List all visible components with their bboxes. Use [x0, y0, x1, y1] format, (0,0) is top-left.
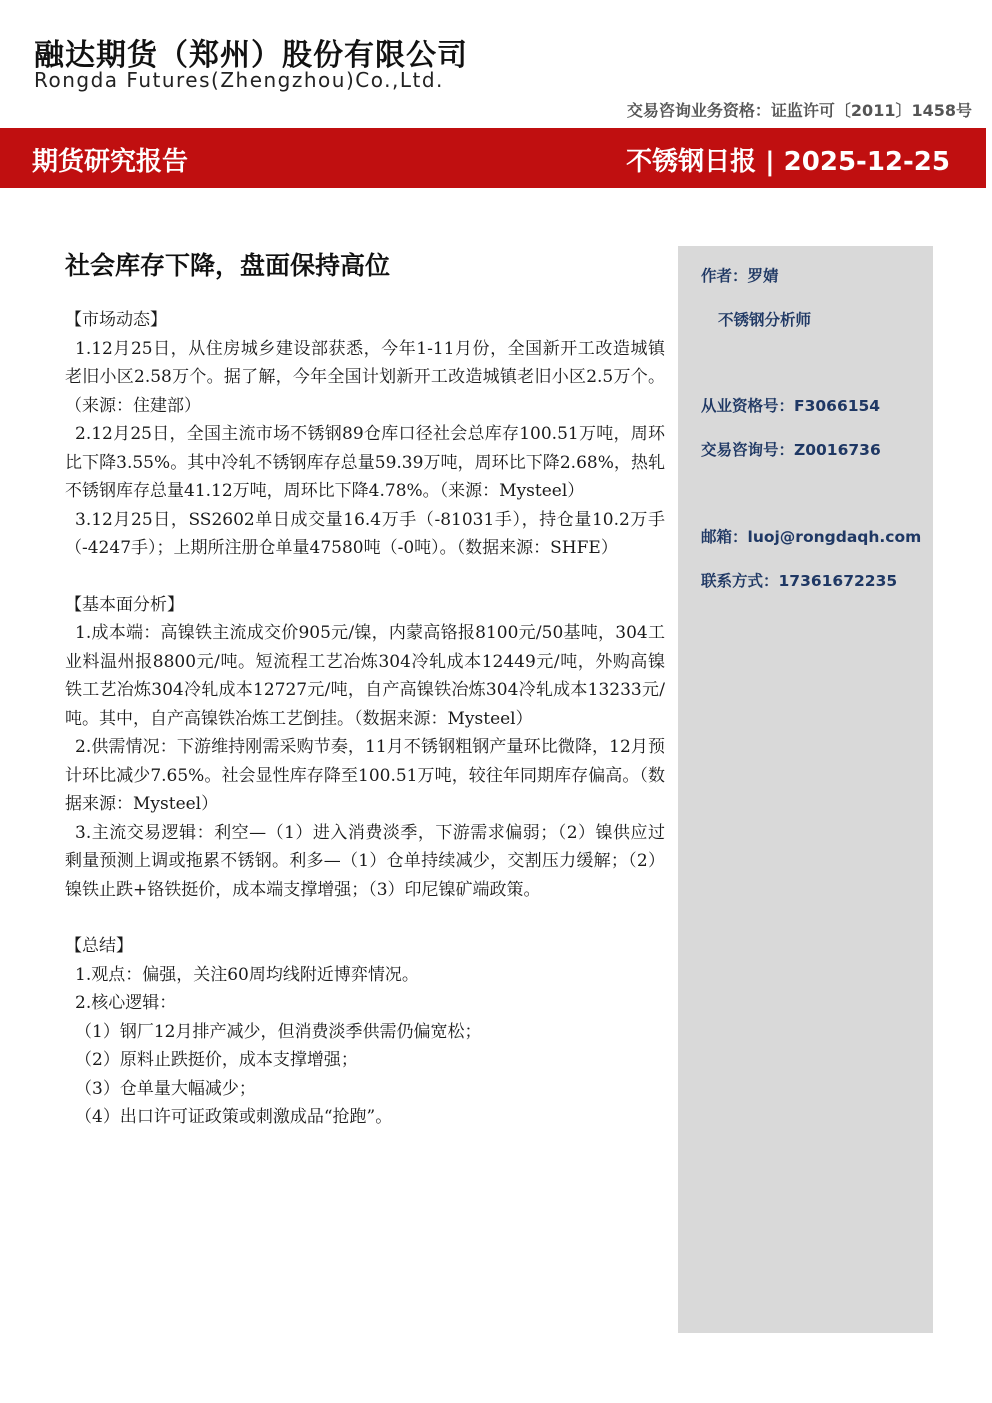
company-name-en: Rongda Futures(Zhengzhou)Co.,Ltd. — [34, 68, 444, 92]
report-title-date: 不锈钢日报 | 2025-12-25 — [626, 147, 950, 177]
summary-line: （2）原料止跌挺价，成本支撑增强； — [75, 1050, 358, 1070]
license-info: 交易咨询业务资格：证监许可〔2011〕1458号 — [626, 101, 972, 120]
paragraph: 2.12月25日，全国主流市场不锈钢89仓库口径社会总库存100.51万吨，周环比下降3.55%。其中冷轧不锈钢库存总量59.39万吨，周环比下降2.68%，热轧不锈钢库存总量41.12万吨，周环比下降4.78%。（来源：Mysteel） — [65, 424, 665, 501]
article-body — [65, 246, 665, 1160]
article-headline: 社会库存下降，盘面保持高位 — [65, 251, 391, 280]
author-name: 作者：罗婧 — [701, 267, 779, 285]
qualification-number: 从业资格号：F3066154 — [701, 397, 881, 415]
paragraph: 1.12月25日，从住房城乡建设部获悉，今年1-11月份，全国新开工改造城镇老旧小区2.58万个。据了解，今年全国计划新开工改造城镇老旧小区2.5万个。（来源：住建部） — [65, 338, 665, 416]
consult-number: 交易咨询号：Z0016736 — [701, 441, 881, 459]
paragraph: 3.12月25日，SS2602单日成交量16.4万手（-81031手），持仓量10.2万手（-4247手）；上期所注册仓单量47580吨（-0吨）。（数据来源：SHFE） — [65, 509, 665, 558]
summary-line: （4）出口许可证政策或刺激成品“抢跑”。 — [75, 1107, 393, 1127]
section-title: 【总结】 — [65, 936, 133, 956]
section-title: 【基本面分析】 — [65, 594, 184, 615]
phone-contact: 联系方式：17361672235 — [701, 572, 898, 590]
report-type: 期货研究报告 — [32, 147, 189, 177]
summary-line: （1）钢厂12月排产减少，但消费淡季供需仍偏宽松； — [75, 1021, 482, 1042]
section-market-dynamics — [65, 306, 665, 563]
paragraph: 1.成本端：高镍铁主流成交价905元/镍，内蒙高铬报8100元/50基吨，304工业料温州报8800元/吨。短流程工艺冶炼304冷轧成本12449元/吨，外购高镍铁工艺冶炼304冷轧成本12727元/吨，自产高镍铁冶炼304冷轧成本13233元/吨。其中，自产高镍铁冶炼工艺倒挂。（数据来源：Mysteel） — [65, 623, 665, 729]
author-sidebar — [678, 246, 933, 1333]
paragraph: 3.主流交易逻辑：利空—（1）进入消费淡季，下游需求偏弱；（2）镍供应过剩量预测上调或拖累不锈钢。利多—（1）仓单持续减少，交割压力缓解；（2）镍铁止跌+铬铁挺价，成本端支撑增强；（3）印尼镍矿端政策。 — [65, 822, 665, 900]
email-link[interactable]: 邮箱：luoj@rongdaqh.com — [701, 528, 922, 546]
report-banner — [0, 128, 986, 188]
author-role: 不锈钢分析师 — [718, 311, 812, 329]
summary-line: 2.核心逻辑： — [75, 993, 177, 1013]
section-fundamentals — [65, 591, 665, 905]
summary-line: 1.观点：偏强，关注60周均线附近博弈情况。 — [75, 964, 419, 985]
summary-line: （3）仓单量大幅减少； — [75, 1078, 256, 1099]
company-name-cn: 融达期货（郑州）股份有限公司 — [34, 38, 468, 73]
paragraph: 2.供需情况：下游维持刚需采购节奏，11月不锈钢粗钢产量环比微降，12月预计环比减少7.65%。社会显性库存降至100.51万吨，较往年同期库存偏高。（数据来源：Mysteel） — [65, 737, 665, 814]
section-summary — [65, 932, 665, 1132]
section-title: 【市场动态】 — [65, 310, 167, 330]
